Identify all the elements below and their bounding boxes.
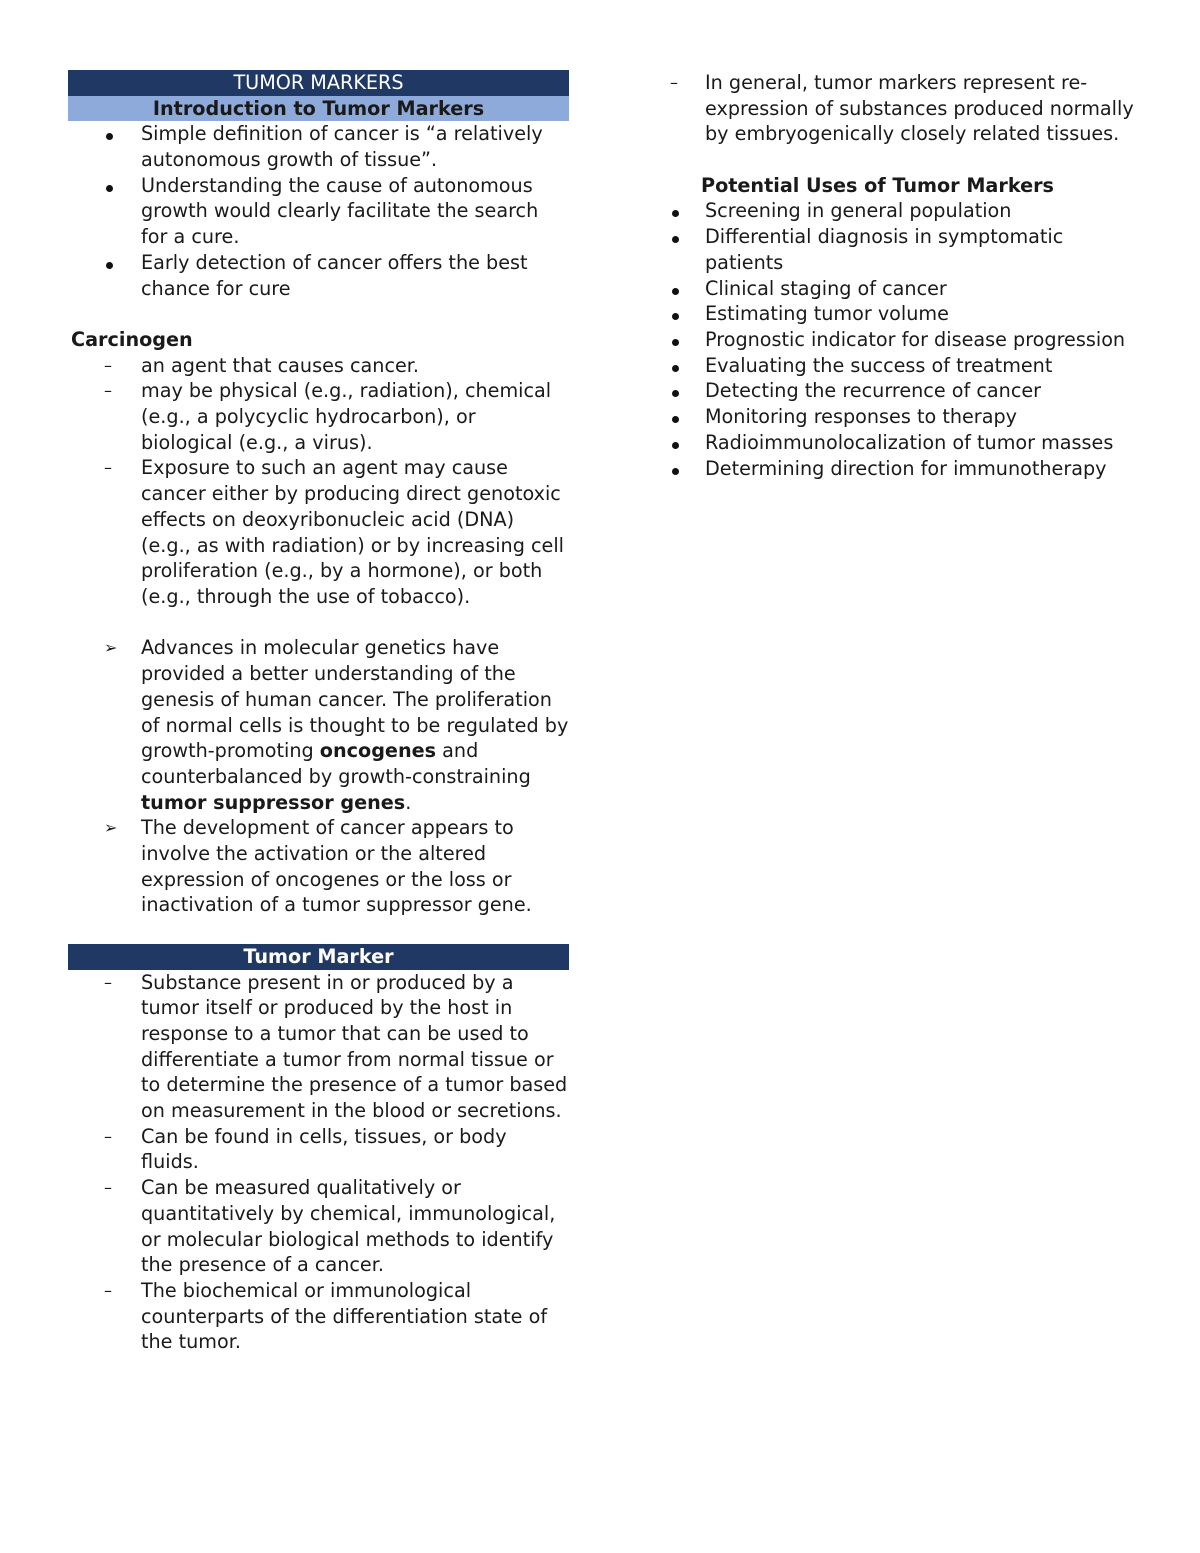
list-item: ➢ Advances in molecular genetics have provided a better understanding of the genesis of human cancer. The proliferation of normal cells is thought to be regulated by growth-promoting oncogenes and counterbalanced by growth-constraining tumor suppressor genes. (104, 636, 569, 814)
dash-icon: – (104, 458, 112, 478)
list-item: Clinical staging of cancer (668, 276, 1138, 302)
list-item: Differential diagnosis in symptomatic patients (668, 224, 1138, 275)
intro-section-heading: Introduction to Tumor Markers (68, 96, 569, 122)
list-item: – In general, tumor markers represent re-expression of substances produced normally by embryogenically closely related tissues. (670, 71, 1134, 146)
dash-icon: – (104, 972, 112, 992)
bullet-icon (670, 378, 679, 404)
list-item: – Can be measured qualitatively or quantitatively by chemical, immunological, or molecular biological methods to identify the presence of a cancer. (104, 1176, 556, 1277)
tumor-marker-list (68, 970, 569, 1356)
list-item: – The biochemical or immunological counterparts of the differentiation state of the tumor. (104, 1278, 548, 1354)
tumor-suppressor-term: tumor suppressor genes (141, 790, 406, 814)
oncogenes-term: oncogenes (319, 739, 437, 763)
dash-icon: – (104, 381, 112, 401)
list-item: Monitoring responses to therapy (668, 404, 1138, 430)
list-item: Detecting the recurrence of cancer (668, 378, 1138, 404)
bullet-icon (104, 121, 113, 147)
bullet-icon (670, 327, 679, 353)
document-title: TUMOR MARKERS (68, 70, 569, 96)
list-item: Prognostic indicator for disease progression (668, 327, 1138, 353)
bullet-icon (670, 404, 679, 430)
uses-heading: Potential Uses of Tumor Markers (701, 173, 1054, 197)
list-item: Estimating tumor volume (668, 301, 1138, 327)
bullet-icon (670, 430, 679, 456)
list-item: ➢ The development of cancer appears to involve the activation or the altered expression of oncogenes or the loss or inactivation of a tumor suppressor gene. (104, 816, 532, 917)
left-column (68, 70, 569, 1355)
list-item: – Exposure to such an agent may cause cancer either by producing direct genotoxic effects on deoxyribonucleic acid (DNA) (e.g., as with radiation) or by increasing cell proliferation (e.g., by a hormone), or both (e.g., through the use of tobacco). (104, 456, 564, 608)
list-item: Simple definition of cancer is “a relatively autonomous growth of tissue”. (68, 121, 569, 172)
list-item: Early detection of cancer offers the best chance for cure (68, 250, 569, 301)
bullet-icon (670, 353, 679, 379)
list-item: Radioimmunolocalization of tumor masses (668, 430, 1138, 456)
dash-icon: – (104, 1178, 112, 1198)
list-item: – Substance present in or produced by a tumor itself or produced by the host in response to a tumor that can be used to differentiate a tumor from normal tissue or to determine the presence of a tumor based on measurement in the blood or secretions. (104, 970, 568, 1123)
list-item: – may be physical (e.g., radiation), chemical (e.g., a polycyclic hydrocarbon), or biological (e.g., a virus). (104, 379, 552, 454)
dash-icon: – (670, 73, 678, 92)
bullet-icon (670, 276, 679, 302)
right-column (668, 70, 1138, 481)
list-item: Evaluating the success of treatment (668, 353, 1138, 379)
uses-list (668, 198, 1138, 481)
dash-icon: – (104, 1126, 112, 1146)
bullet-icon (670, 456, 679, 482)
list-item: – an agent that causes cancer. (104, 353, 420, 377)
intro-list (68, 121, 569, 301)
bullet-icon (104, 250, 113, 276)
arrow-list (68, 635, 569, 918)
dash-icon: – (104, 355, 112, 375)
arrow-bullet-icon: ➢ (104, 818, 118, 838)
bullet-icon (670, 224, 679, 250)
bullet-icon (670, 301, 679, 327)
dash-icon: – (104, 1280, 112, 1300)
list-item: Determining direction for immunotherapy (668, 456, 1138, 482)
general-list (668, 70, 1138, 147)
arrow-bullet-icon: ➢ (104, 638, 118, 658)
list-item: Screening in general population (668, 198, 1138, 224)
bullet-icon (104, 173, 113, 199)
list-item: – Can be found in cells, tissues, or body fluids. (104, 1124, 507, 1174)
tumor-marker-heading: Tumor Marker (68, 944, 569, 970)
list-item: Understanding the cause of autonomous growth would clearly facilitate the search for a cure. (68, 173, 569, 250)
bullet-icon (670, 198, 679, 224)
carcinogen-heading: Carcinogen (71, 327, 193, 351)
carcinogen-list (68, 353, 569, 610)
